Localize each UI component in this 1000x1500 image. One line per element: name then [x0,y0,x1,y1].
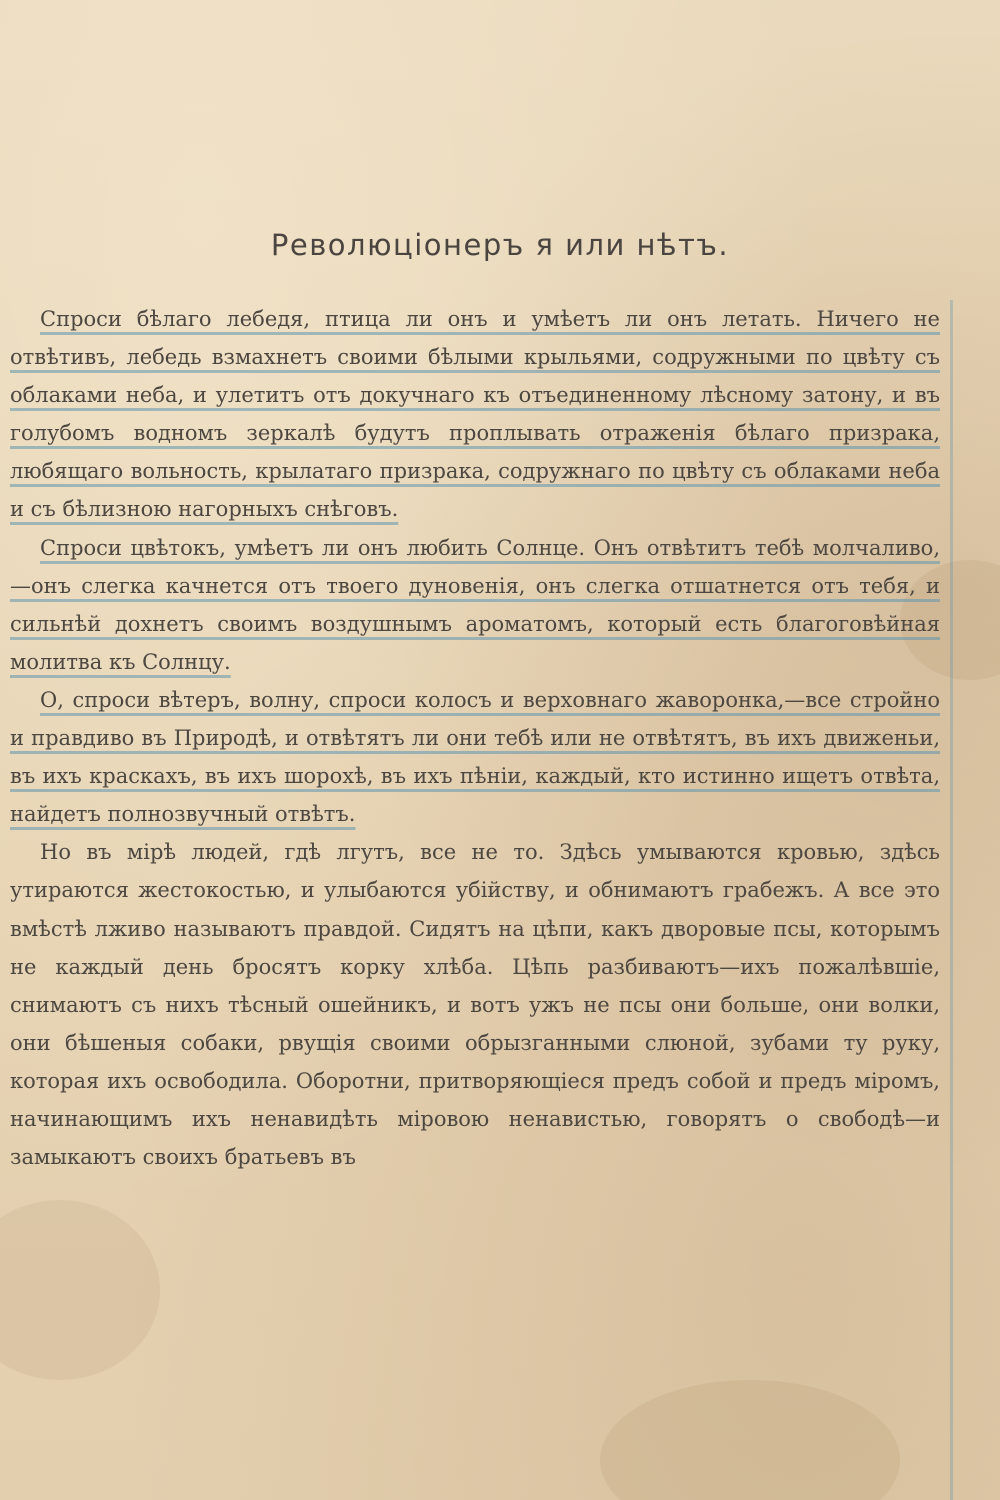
paragraph-text: О, спроси вѣтеръ, волну, спроси колосъ и верховнаго жаворонка,—все стройно и правдиво въ Природѣ, и отвѣтятъ ли они тебѣ или не отвѣтятъ, въ ихъ движеньи, въ ихъ краскахъ, въ ихъ шорохѣ, въ ихъ пѣніи, каждый, кто истинно ищетъ отвѣта, найдетъ полнозвучный отвѣтъ. [10,687,940,827]
paragraph-2 [10,529,940,681]
paragraph-4 [10,833,940,1176]
paragraph-3 [10,681,940,833]
paper-stain [600,1380,900,1500]
paragraph-1 [10,300,940,529]
paragraph-text: Спроси бѣлаго лебедя, птица ли онъ и умѣетъ ли онъ летать. Ничего не отвѣтивъ, лебедь взмахнетъ своими бѣлыми крыльями, содружными по цвѣту съ облаками неба, и улетитъ отъ докучнаго къ отъединенному лѣсному затону, и въ голубомъ водномъ зеркалѣ будутъ проплывать отраженія бѣлаго призрака, любящаго вольность, крылатаго призрака, содружнаго по цвѣту съ облаками неба и съ бѣлизною нагорныхъ снѣговъ. [10,307,940,522]
page-title: Революціонеръ я или нѣтъ. [270,228,730,262]
paragraph-text: Спроси цвѣтокъ, умѣетъ ли онъ любить Солнце. Онъ отвѣтитъ тебѣ молчаливо,—онъ слегка качнется отъ твоего дуновенія, онъ слегка отшатнется отъ тебя, и сильнѣй дохнетъ своимъ воздушнымъ ароматомъ, который есть благоговѣйная молитва къ Солнцу. [10,535,940,674]
margin-pencil-line [950,300,953,1500]
paragraph-text: Но въ мірѣ людей, гдѣ лгутъ, все не то. Здѣсь умываются кровью, здѣсь утираются жестокостью, и улыбаются убійству, и обнимаютъ грабежъ. А все это вмѣстѣ лживо называютъ правдой. Сидятъ на цѣпи, какъ дворовые псы, которымъ не каждый день бросятъ корку хлѣба. Цѣпь разбиваютъ—ихъ пожалѣвшіе, снимаютъ съ нихъ тѣсный ошейникъ, и вотъ ужъ не псы они больше, они волки, они бѣшеныя собаки, рвущія своими обрызганными слюной, зубами ту руку, которая ихъ освободила. Оборотни, притворяющіеся предъ собой и предъ міромъ, начинающимъ ихъ ненавидѣть міровою ненавистью, говорятъ о свободѣ—и замыкаютъ своихъ братьевъ въ [10,840,940,1170]
body-text [10,300,940,1176]
paper-stain [0,1200,160,1380]
